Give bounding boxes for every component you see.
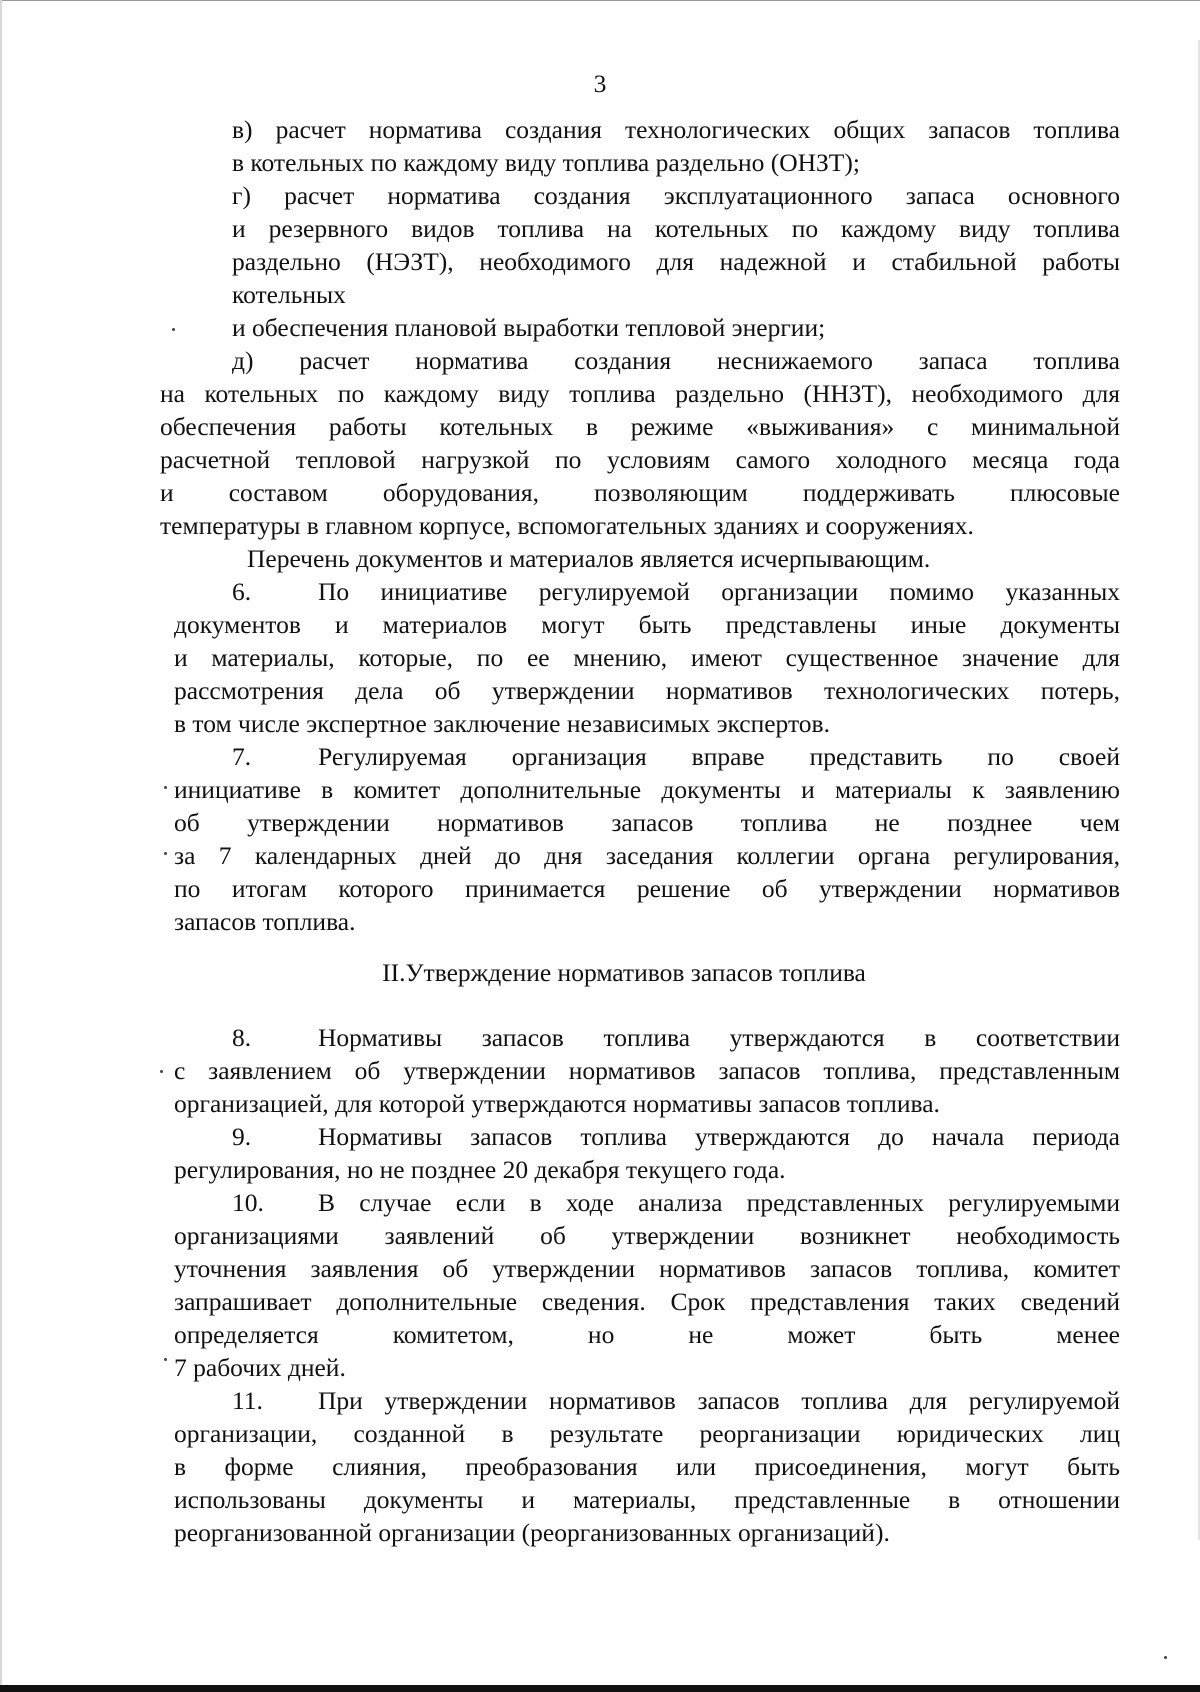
paragraph-d-line: температуры в главном корпусе, вспомогательных зданиях и сооружениях. (160, 511, 974, 540)
paragraph-d-line: и составом оборудования, позволяющим поддерживать плюсовые (160, 478, 1120, 507)
paragraph-10-line: 7 рабочих дней. (174, 1353, 346, 1382)
paragraph-9-number: 9. (232, 1122, 252, 1151)
paragraph-6-line: По инициативе регулируемой организации помимо указанных (318, 577, 1120, 606)
paragraph-6-line: рассмотрения дела об утверждении нормативов технологических потерь, (174, 676, 1120, 705)
paragraph-d-line: на котельных по каждому виду топлива раздельно (ННЗТ), необходимого для (160, 379, 1120, 408)
paragraph-7-number: 7. (232, 742, 252, 771)
paragraph-8-line: организацией, для которой утверждаются нормативы запасов топлива. (174, 1089, 940, 1118)
scan-edge-left (0, 0, 2, 1692)
paragraph-9-line: Нормативы запасов топлива утверждаются до начала периода (318, 1122, 1120, 1151)
paragraph-6-line: документов и материалов могут быть представлены иные документы (174, 610, 1120, 639)
paragraph-11-line: При утверждении нормативов запасов топлива для регулируемой (318, 1386, 1120, 1415)
scan-edge-top (0, 0, 1200, 1)
paragraph-d-line: д) расчет норматива создания неснижаемого запаса топлива (232, 346, 1120, 375)
paragraph-g-line: и резервного видов топлива на котельных по каждому виду топлива (232, 214, 1120, 243)
paragraph-v-line: в) расчет норматива создания технологических общих запасов топлива (232, 115, 1120, 144)
paragraph-10-line: запрашивает дополнительные сведения. Срок представления таких сведений (174, 1287, 1120, 1316)
scan-speck (164, 852, 167, 855)
paragraph-7-line: запасов топлива. (174, 907, 356, 936)
paragraph-10-line: уточнения заявления об утверждении нормативов запасов топлива, комитет (174, 1254, 1120, 1283)
paragraph-g-line: раздельно (НЭЗТ), необходимого для надежной и стабильной работы (232, 247, 1120, 276)
paragraph-7-line: по итогам которого принимается решение об утверждении нормативов (174, 874, 1120, 903)
paragraph-g-line: г) расчет норматива создания эксплуатационного запаса основного (232, 181, 1120, 210)
paragraph-11-line: реорганизованной организации (реорганизованных организаций). (174, 1518, 890, 1547)
paragraph-10-line: организациями заявлений об утверждении возникнет необходимость (174, 1221, 1120, 1250)
paragraph-8-line: Нормативы запасов топлива утверждаются в соответствии (318, 1023, 1120, 1052)
paragraph-7-line: инициативе в комитет дополнительные документы и материалы к заявлению (174, 775, 1120, 804)
paragraph-g-line: котельных (232, 280, 346, 309)
scan-speck (160, 1070, 163, 1073)
paragraph-d-line: обеспечения работы котельных в режиме «выживания» с минимальной (160, 412, 1120, 441)
paragraph-11-line: организации, созданной в результате реорганизации юридических лиц (174, 1419, 1120, 1448)
scan-speck (164, 786, 167, 789)
paragraph-11-line: использованы документы и материалы, представленные в отношении (174, 1485, 1120, 1514)
scan-edge-bottom (0, 1685, 1200, 1692)
paragraph-v-line: в котельных по каждому виду топлива раздельно (ОНЗТ); (232, 148, 860, 177)
paragraph-9-line: регулирования, но не позднее 20 декабря текущего года. (174, 1155, 786, 1184)
paragraph-6-number: 6. (232, 577, 252, 606)
paragraph-6-line: и материалы, которые, по ее мнению, имеют существенное значение для (174, 643, 1120, 672)
paragraph-10-line: В случае если в ходе анализа представленных регулируемыми (318, 1188, 1120, 1217)
scan-speck (1164, 1656, 1167, 1659)
paragraph-7-line: об утверждении нормативов запасов топлива не позднее чем (174, 808, 1120, 837)
scan-speck (172, 328, 175, 331)
paragraph-7-line: Регулируемая организация вправе представить по своей (318, 742, 1120, 771)
paragraph-7-line: за 7 календарных дней до дня заседания коллегии органа регулирования, (174, 841, 1120, 870)
list-note: Перечень документов и материалов является исчерпывающим. (247, 544, 931, 573)
scan-speck (164, 1358, 167, 1361)
page-number: 3 (593, 69, 607, 98)
paragraph-11-number: 11. (232, 1386, 263, 1415)
paragraph-8-line: с заявлением об утверждении нормативов запасов топлива, представленным (174, 1056, 1120, 1085)
paragraph-d-line: расчетной тепловой нагрузкой по условиям самого холодного месяца года (160, 445, 1120, 474)
section-title: II.Утверждение нормативов запасов топлива (382, 958, 866, 987)
paragraph-g-line: и обеспечения плановой выработки тепловой энергии; (232, 313, 826, 342)
paragraph-8-number: 8. (232, 1023, 252, 1052)
paragraph-6-line: в том числе экспертное заключение независимых экспертов. (174, 709, 830, 738)
paragraph-10-line: определяется комитетом, но не может быть менее (174, 1320, 1120, 1349)
paragraph-10-number: 10. (232, 1188, 264, 1217)
paragraph-11-line: в форме слияния, преобразования или присоединения, могут быть (174, 1452, 1120, 1481)
